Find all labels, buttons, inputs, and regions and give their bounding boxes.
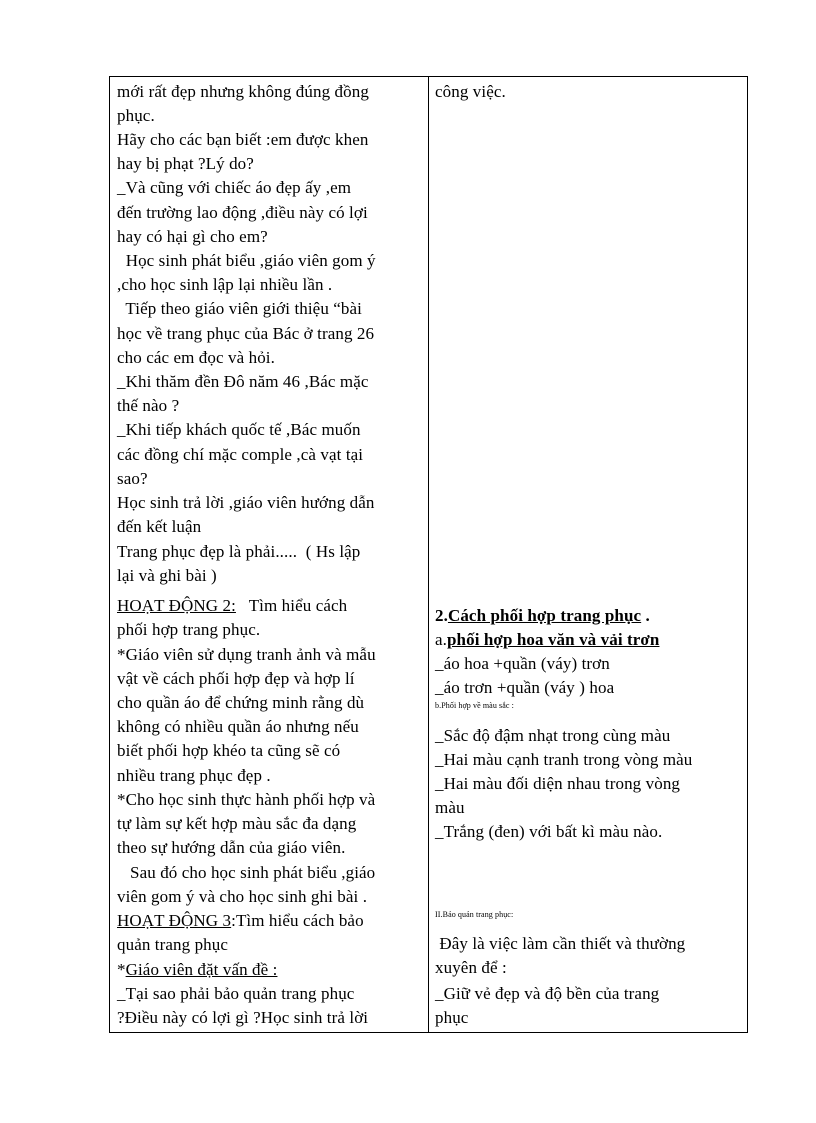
bullet-star: * bbox=[117, 960, 126, 979]
text-line: không có nhiều quần áo nhưng nếu bbox=[117, 717, 359, 736]
lesson-table bbox=[109, 76, 748, 1033]
text-line: học về trang phục của Bác ở trang 26 bbox=[117, 324, 375, 343]
text-line: Tiếp theo giáo viên giới thiệu “bài bbox=[117, 299, 362, 318]
activities-column bbox=[110, 77, 429, 1033]
sub-b-heading: b.Phối hợp về màu sắc : bbox=[435, 701, 514, 710]
section-2-number: 2. bbox=[435, 606, 448, 625]
text-line: _Và cũng với chiếc áo đẹp ấy ,em bbox=[117, 178, 352, 197]
text-line: phục bbox=[435, 1008, 469, 1027]
section-2-heading bbox=[435, 604, 650, 628]
section-ii-heading: II.Bảo quản trang phục: bbox=[435, 910, 514, 919]
section-2-title: Cách phối hợp trang phục bbox=[447, 606, 642, 625]
sub-a-prefix: a. bbox=[435, 630, 447, 649]
text-line: _áo hoa +quần (váy) trơn bbox=[435, 654, 610, 673]
text-line: cho các em đọc và hỏi. bbox=[117, 348, 275, 367]
activity-3-label: HOẠT ĐỘNG 3 bbox=[117, 911, 232, 930]
text-line: vật về cách phối hợp đẹp và hợp lí bbox=[117, 669, 355, 688]
text-line: Học sinh trả lời ,giáo viên hướng dẫn bbox=[117, 493, 375, 512]
content-column bbox=[429, 77, 748, 1033]
text-line: quản trang phục bbox=[117, 935, 229, 954]
text-line: ,cho học sinh lập lại nhiều lần . bbox=[117, 275, 333, 294]
activity-2-label: HOẠT ĐỘNG 2: bbox=[117, 596, 236, 615]
text-line: cho quần áo để chứng minh rằng dù bbox=[117, 693, 365, 712]
teacher-question-heading bbox=[117, 958, 277, 982]
text-line: thế nào ? bbox=[117, 396, 180, 415]
text-line: Hãy cho các bạn biết :em được khen bbox=[117, 130, 369, 149]
text-line: ?Điều này có lợi gì ?Học sinh trả lời bbox=[117, 1008, 369, 1027]
text-line: _Khi tiếp khách quốc tế ,Bác muốn bbox=[117, 420, 361, 439]
text-line: _Trắng (đen) với bất kì màu nào. bbox=[435, 822, 663, 841]
text-line: *Giáo viên sử dụng tranh ảnh và mẫu bbox=[117, 645, 376, 664]
text-line: đến trường lao động ,điều này có lợi bbox=[117, 203, 368, 222]
text-line: _Khi thăm đền Đô năm 46 ,Bác mặc bbox=[117, 372, 369, 391]
section-2-dot: . bbox=[641, 606, 650, 625]
text-line: mới rất đẹp nhưng không đúng đồng bbox=[117, 82, 369, 101]
text-line: màu bbox=[435, 798, 465, 817]
text-line: các đồng chí mặc comple ,cà vạt tại bbox=[117, 445, 364, 464]
table-row bbox=[110, 77, 748, 1033]
text-line: hay bị phạt ?Lý do? bbox=[117, 154, 254, 173]
text-line: đến kết luận bbox=[117, 517, 202, 536]
text-line: Sau đó cho học sinh phát biểu ,giáo bbox=[117, 863, 376, 882]
text-line: tự làm sự kết hợp màu sắc đa dạng bbox=[117, 814, 357, 833]
text-line: công việc. bbox=[435, 82, 506, 101]
text-line: biết phối hợp khéo ta cũng sẽ có bbox=[117, 741, 341, 760]
activity-3-title: :Tìm hiểu cách bảo bbox=[231, 911, 364, 930]
text-line: phối hợp trang phục. bbox=[117, 620, 261, 639]
text-line: viên gom ý và cho học sinh ghi bài . bbox=[117, 887, 368, 906]
text-line: _Giữ vẻ đẹp và độ bền của trang bbox=[435, 984, 660, 1003]
activity-2-heading bbox=[117, 594, 347, 618]
text-line: _Tại sao phải bảo quản trang phục bbox=[117, 984, 355, 1003]
text-line: _Hai màu cạnh tranh trong vòng màu bbox=[435, 750, 693, 769]
text-line: _Sắc độ đậm nhạt trong cùng màu bbox=[435, 726, 671, 745]
text-line: _áo trơn +quần (váy ) hoa bbox=[435, 678, 615, 697]
text-line: nhiều trang phục đẹp . bbox=[117, 766, 271, 785]
text-line: *Cho học sinh thực hành phối hợp và bbox=[117, 790, 376, 809]
activity-3-heading bbox=[117, 909, 364, 933]
sub-a-title: phối hợp hoa văn và vải trơn bbox=[447, 630, 660, 649]
text-line: lại và ghi bài ) bbox=[117, 566, 217, 585]
text-line: _Hai màu đối diện nhau trong vòng bbox=[435, 774, 681, 793]
text-line: Học sinh phát biểu ,giáo viên gom ý bbox=[117, 251, 376, 270]
teacher-question-label: Giáo viên đặt vấn đề : bbox=[125, 960, 278, 979]
text-line: xuyên để : bbox=[435, 958, 507, 977]
text-line: Trang phục đẹp là phải..... ( Hs lập bbox=[117, 542, 361, 561]
text-line: sao? bbox=[117, 469, 148, 488]
activity-2-title: Tìm hiểu cách bbox=[235, 596, 348, 615]
text-line: Đây là việc làm cần thiết và thường bbox=[435, 934, 686, 953]
text-line: theo sự hướng dẫn của giáo viên. bbox=[117, 838, 346, 857]
sub-a-heading bbox=[435, 628, 659, 652]
text-line: hay có hại gì cho em? bbox=[117, 227, 268, 246]
text-line: phục. bbox=[117, 106, 155, 125]
